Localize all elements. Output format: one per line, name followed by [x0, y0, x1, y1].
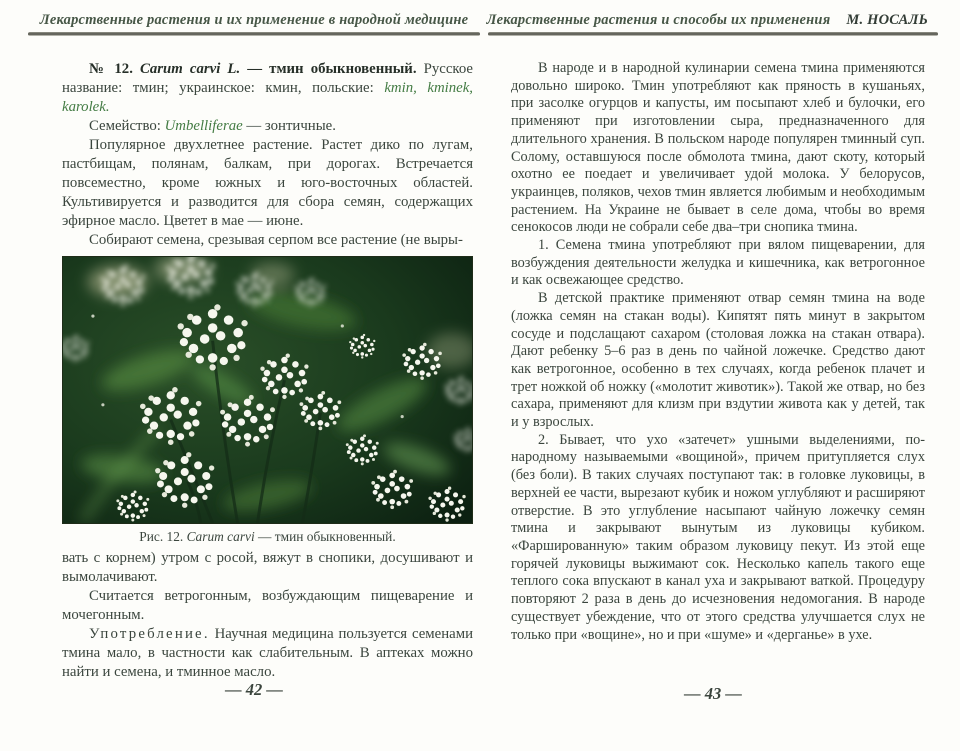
- page-number-left: — 42 —: [225, 680, 283, 699]
- running-header-right: [488, 12, 938, 29]
- header-rule-left: [28, 32, 480, 36]
- text-segment: 1. Семена тмина употребляют при вялом пищеварении, для возбуждения деятельности желудка и кишечника, как ветрогонное и как освежающее средство.: [511, 237, 925, 289]
- paragraph: [62, 136, 473, 231]
- paragraph: [62, 625, 473, 682]
- text-segment: Рис. 12.: [139, 529, 187, 544]
- figure-12: [62, 256, 473, 546]
- paragraph: [62, 549, 473, 587]
- text-segment: В народе и в народной кулинарии семена тмина применяются довольно широко. Тмин употребляют как пряность в кушаньях, при засолке огурцов и капусты, им посыпают хлеб и булочки, его применяют при изготовлении сыра, предназначенного для длительного хранения. В польском народе популярен тминный суп. Солому, оставшуюся после обмолота тмина, дают скоту, который охотно ее поедает и увеличивает удой молока. У белорусов, украинцев, поляков, чехов тмин является любимым и необходимым растением. На Украине не бывает в селе дома, чтобы во время сенокосов люди не собрали себе два–три снопика тмина.: [511, 60, 925, 236]
- page-number-right: — 43 —: [684, 684, 742, 703]
- running-header-left: Лекарственные растения и их применение в народной медицине: [39, 12, 469, 28]
- text-segment: № 12.: [89, 61, 141, 77]
- paragraph: [511, 290, 925, 432]
- figure-caption: [62, 527, 473, 546]
- text-segment: kmin, kminek, karolek.: [62, 80, 473, 115]
- plant-photo-illustration: [63, 257, 472, 523]
- text-segment: Русское название: тмин; украинское: кмин, польские:: [62, 61, 473, 96]
- text-segment: Считается ветрогонным, возбуждающим пищеварение и мочегонным.: [62, 588, 473, 623]
- paragraph: [62, 587, 473, 625]
- carum-carvi-photo: [62, 256, 473, 524]
- paragraph: [62, 231, 473, 250]
- text-segment: — тмин обыкновенный.: [240, 61, 417, 77]
- left-page: [28, 0, 480, 751]
- text-segment: Употребление.: [89, 626, 210, 642]
- paragraph: [511, 60, 925, 237]
- running-header-title: Лекарственные растения и способы их применения: [486, 12, 831, 28]
- paragraph: [511, 237, 925, 290]
- text-segment: — зонтичные.: [242, 118, 336, 134]
- paragraph: [62, 60, 473, 117]
- text-segment: Umbelliferae: [164, 118, 243, 134]
- text-segment: вать с корнем) утром с росой, вяжут в снопики, досушивают и вымолачивают.: [62, 550, 473, 585]
- text-segment: Собирают семена, срезывая серпом все растение (не выры-: [89, 232, 463, 248]
- paragraph: [62, 117, 473, 136]
- right-page-body: [511, 60, 925, 644]
- text-segment: Популярное двухлетнее растение. Растет дико по лугам, пастбищам, полянам, балкам, при дорогах. Встречается повсеместно, кроме южных и юго-восточных областей. Культивируется и разводится для сбора семян, содержащих эфирное масло. Цветет в мае — июне.: [62, 137, 473, 229]
- running-header-author: М. НОСАЛЬ: [846, 12, 928, 28]
- text-segment: Carum carvi L.: [140, 61, 241, 77]
- header-rule-right: [488, 32, 938, 36]
- text-segment: Семейство:: [89, 118, 165, 134]
- right-page: [488, 0, 938, 751]
- text-segment: Carum carvi: [186, 529, 255, 544]
- left-page-body: [62, 60, 473, 682]
- paragraph: [511, 432, 925, 644]
- text-segment: — тмин обыкновенный.: [254, 529, 396, 544]
- text-segment: 2. Бывает, что ухо «затечет» ушными выделениями, по-народному называемыми «вощиной», причем притупляется слух (без боли). В таких случаях поступают так: в головке луковицы, в верхней ее части, вырезают кубик и ножом углубляют и расширяют отверстие. В это углубление насыпают чайную ложечку семян тмина и закрывают вынутым из луковицы кубиком. «Фаршированную» таким образом луковицу пекут. Из этой еще горячей луковицы выжимают сок. Несколько капель такого еще теплого сока впускают в канал уха и закрывают ваткой. Процедуру повторяют 2 раза в день до исчезновения недомогания. В народе существует убеждение, что от этого средства улучшается слух не только при «вощине», но и при «шуме» и «дерганье» в ухе.: [511, 431, 925, 643]
- text-segment: Научная медицина пользуется семенами тмина мало, в частности как слабительным. В аптеках можно найти и семена, и тминное масло.: [62, 626, 473, 680]
- text-segment: В детской практике применяют отвар семян тмина на воде (ложка семян на стакан воды). Кипятят пять минут в закрытом сосуде и подслащают сахаром (столовая ложка на стакан отвара). Дают ребенку 5–6 раз в день по чайной ложечке. Средство дают как ветрогонное, особенно в тех случаях, когда ребенок плачет и трет ножкой об ножку («молотит животик»). Такой же отвар, но без сахара, применяют для клизм при вздутии живота как у детей, так и у взрослых.: [511, 290, 925, 431]
